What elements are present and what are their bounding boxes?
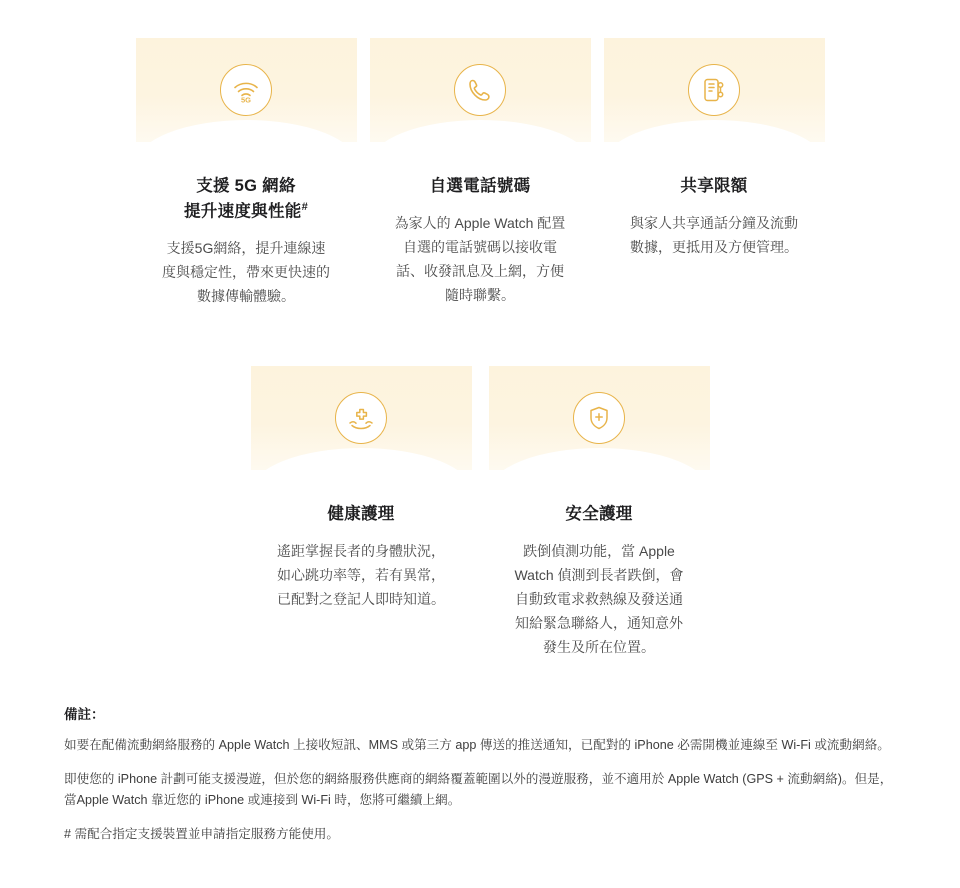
footnote-item: # 需配合指定支援裝置並申請指定服務方能使用。 <box>64 827 339 842</box>
footnote-item: 即使您的 iPhone 計劃可能支援漫遊，但於您的網絡服務供應商的網絡覆蓋範圍以外的漫遊服務，並不適用於 Apple Watch (GPS + 流動網絡)。但是，當Apple Watch 靠近您的 iPhone 或連接到 Wi-Fi 時，您將可繼續上網。 <box>64 772 893 808</box>
card-title-line-2: 提升速度與性能# <box>183 200 309 221</box>
feature-card-phone-number <box>370 38 591 350</box>
svg-text:5G: 5G <box>240 95 252 105</box>
card-description: 跌倒偵測功能，當 Apple Watch 偵測到長者跌倒，會自動致電求救熱線及發送通知給緊急聯絡人，通知意外發生及所在位置。 <box>514 542 684 656</box>
footnote-marker: # <box>301 200 309 213</box>
card-title <box>565 502 632 527</box>
card-title <box>327 502 394 527</box>
footnotes-title: 備註： <box>64 707 105 722</box>
share-data-icon <box>688 64 740 116</box>
card-description: 與家人共享通話分鐘及流動數據，更抵用及方便管理。 <box>630 214 798 255</box>
feature-card-shared-quota <box>604 38 825 350</box>
card-description: 為家人的 Apple Watch 配置自選的電話號碼以接收電話、收發訊息及上網，方便隨時聯繫。 <box>394 214 566 303</box>
card-icon-banner <box>489 366 710 470</box>
card-title-line-1: 支援 5G 網絡 <box>196 177 296 195</box>
phone-handset-icon <box>454 64 506 116</box>
card-description: 支援5G網絡，提升連線速度與穩定性，帶來更快速的數據傳輸體驗。 <box>162 240 330 305</box>
safety-shield-icon <box>573 392 625 444</box>
card-title-line-1: 自選電話號碼 <box>429 177 531 195</box>
card-title <box>430 174 531 199</box>
card-icon-banner <box>370 38 591 142</box>
card-title-line-1: 安全護理 <box>565 505 633 523</box>
feature-card-row-1 <box>0 38 960 350</box>
card-icon-banner <box>136 38 357 142</box>
card-title-line-1: 健康護理 <box>327 505 395 523</box>
card-description: 遙距掌握長者的身體狀況，如心跳功率等，若有異常，已配對之登記人即時知道。 <box>277 542 445 607</box>
feature-card-safety-care <box>489 366 710 671</box>
card-title-line-1: 共享限額 <box>680 177 748 195</box>
card-title <box>184 174 308 224</box>
footnote-item: 如要在配備流動網絡服務的 Apple Watch 上接收短訊、MMS 或第三方 app 傳送的推送通知，已配對的 iPhone 必需開機並連線至 Wi-Fi 或流動網絡。 <box>64 738 890 752</box>
footnotes-section <box>64 703 904 846</box>
feature-card-row-2 <box>0 366 960 671</box>
wifi-5g-icon <box>220 64 272 116</box>
card-title <box>680 174 747 199</box>
health-hands-heart-icon <box>335 392 387 444</box>
card-icon-banner <box>604 38 825 142</box>
feature-card-health-care <box>251 366 472 671</box>
card-icon-banner <box>251 366 472 470</box>
feature-card-5g <box>136 38 357 350</box>
